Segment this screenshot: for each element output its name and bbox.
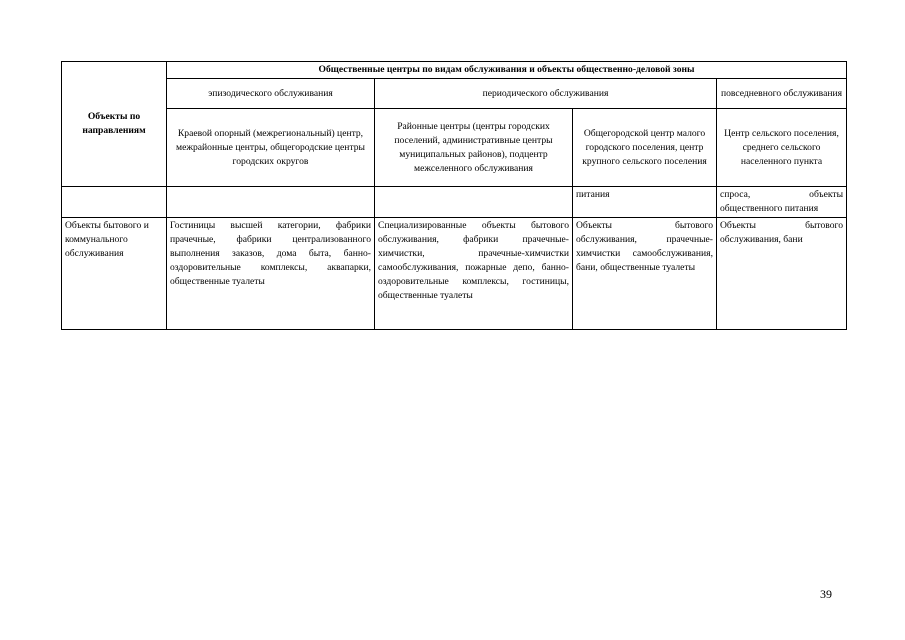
continuation-cell-city: питания [573, 187, 717, 218]
continuation-cell-empty-3 [375, 187, 573, 218]
service-type-periodic: периодического обслуживания [375, 79, 717, 109]
center-district: Районные центры (центры городских поселений, административные центры муниципальных районов), подцентр межселенного обслуживания [375, 109, 573, 187]
body-cell-city: Объекты бытового обслуживания, прачечные-химчистки самообслуживания, бани, общественные туалеты [573, 218, 717, 330]
body-cell-regional: Гостиницы высшей категории, фабрики прачечные, фабрики централизованного выполнения заказов, дома быта, банно-оздоровительные комплексы, аквапарки, общественные туалеты [167, 218, 375, 330]
continuation-cell-rural: спроса, объекты общественного питания [717, 187, 847, 218]
facilities-table [61, 61, 847, 330]
page-number: 39 [820, 587, 832, 601]
continuation-cell-empty-1 [62, 187, 167, 218]
body-cell-rural: Объекты бытового обслуживания, бани [717, 218, 847, 330]
continuation-cell-empty-2 [167, 187, 375, 218]
center-city: Общегородской центр малого городского поселения, центр крупного сельского поселения [573, 109, 717, 187]
service-type-daily: повседневного обслуживания [717, 79, 847, 109]
center-regional: Краевой опорный (межрегиональный) центр, межрайонные центры, общегородские центры городских округов [167, 109, 375, 187]
center-rural: Центр сельского поселения, среднего сельского населенного пункта [717, 109, 847, 187]
group-header-cell: Общественные центры по видам обслуживания и объекты общественно-деловой зоны [167, 62, 847, 79]
body-cell-district: Специализированные объекты бытового обслуживания, фабрики прачечные-химчистки, прачечные-химчистки самообслуживания, пожарные депо, банно-оздоровительные комплексы, гостиницы, общественные туалеты [375, 218, 573, 330]
direction-cell: Объекты бытового и коммунального обслуживания [62, 218, 167, 330]
row-header-cell: Объекты по направлениям [62, 62, 167, 187]
service-type-episodic: эпизодического обслуживания [167, 79, 375, 109]
